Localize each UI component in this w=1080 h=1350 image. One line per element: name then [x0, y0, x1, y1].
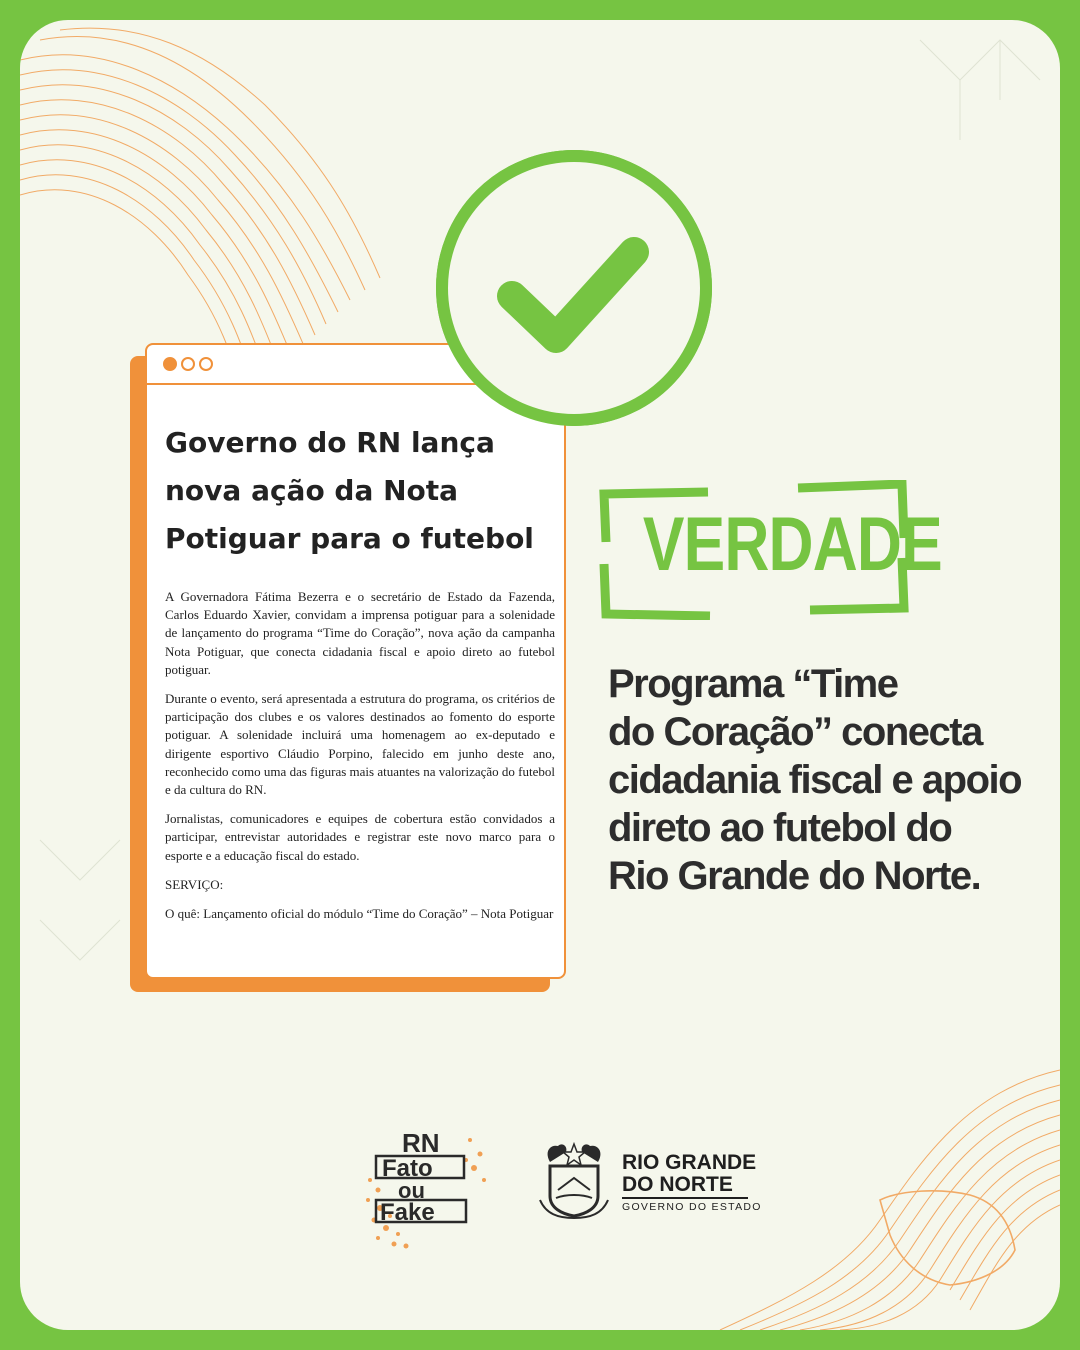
article-paragraph: Jornalistas, comunicadores e equipes de cobertura estão convidados a participar, entrevistar autoridades e registrar este novo marco para o esporte e a educação fiscal do estado. — [165, 811, 555, 863]
verdict-stamp-label: VERDADE — [642, 502, 942, 587]
article-paragraph: A Governadora Fátima Bezerra e o secretário de Estado da Fazenda, Carlos Eduardo Xavier, convidam a imprensa potiguar para a solenidade de lançamento do programa “Time do Coração”, nova ação da campanha Nota Potiguar, que conecta cidadania fiscal e apoio direto ao futebol potiguar. — [165, 589, 555, 677]
article-body — [165, 588, 555, 934]
fato-ou-fake-logo — [350, 1120, 495, 1255]
check-circle-icon — [434, 148, 714, 428]
svg-text:ou: ou — [398, 1178, 425, 1203]
article-paragraph: SERVIÇO: — [165, 876, 224, 892]
headline-line: Potiguar para o futebol — [165, 522, 534, 555]
browser-dot — [199, 357, 213, 371]
verdict-line: do Coração” conecta — [608, 710, 982, 754]
verdict-line: Programa “Time — [608, 662, 898, 706]
gov-logo-title — [622, 1152, 762, 1196]
verdict-line: Rio Grande do Norte. — [608, 854, 981, 898]
browser-dot — [163, 357, 177, 371]
headline-line: Governo do RN lança — [165, 426, 495, 459]
gov-logo-divider — [622, 1197, 748, 1199]
browser-dot — [181, 357, 195, 371]
verdict-text — [608, 660, 1038, 900]
article-paragraph: O quê: Lançamento oficial do módulo “Time do Coração” – Nota Potiguar — [165, 906, 554, 922]
verdict-line: direto ao futebol do — [608, 806, 952, 850]
gov-title-line: DO NORTE — [622, 1173, 733, 1196]
article-paragraph: Durante o evento, será apresentada a estrutura do programa, os critérios de participação dos clubes e os valores destinados ao fomento do esporte potiguar. A solenidade incluirá uma homenagem ao ex-deputado e dirigente esportivo Cláudio Porpino, falecido em junho deste ano, reconhecido como uma das figuras mais atuantes na valorização do futebol e da cultura do RN. — [165, 691, 555, 798]
gov-logo-subtitle: GOVERNO DO ESTADO — [622, 1201, 762, 1213]
verdict-line: cidadania fiscal e apoio — [608, 758, 1022, 802]
browser-dots-icon — [163, 357, 213, 371]
svg-text:RN: RN — [402, 1128, 440, 1158]
svg-text:Fake: Fake — [380, 1199, 435, 1226]
headline-line: nova ação da Nota — [165, 474, 459, 507]
gov-title-line: RIO GRANDE — [622, 1151, 757, 1174]
state-seal-icon — [536, 1140, 612, 1220]
news-card — [145, 343, 566, 979]
article-headline — [165, 419, 545, 563]
svg-text:Fato: Fato — [382, 1155, 433, 1182]
